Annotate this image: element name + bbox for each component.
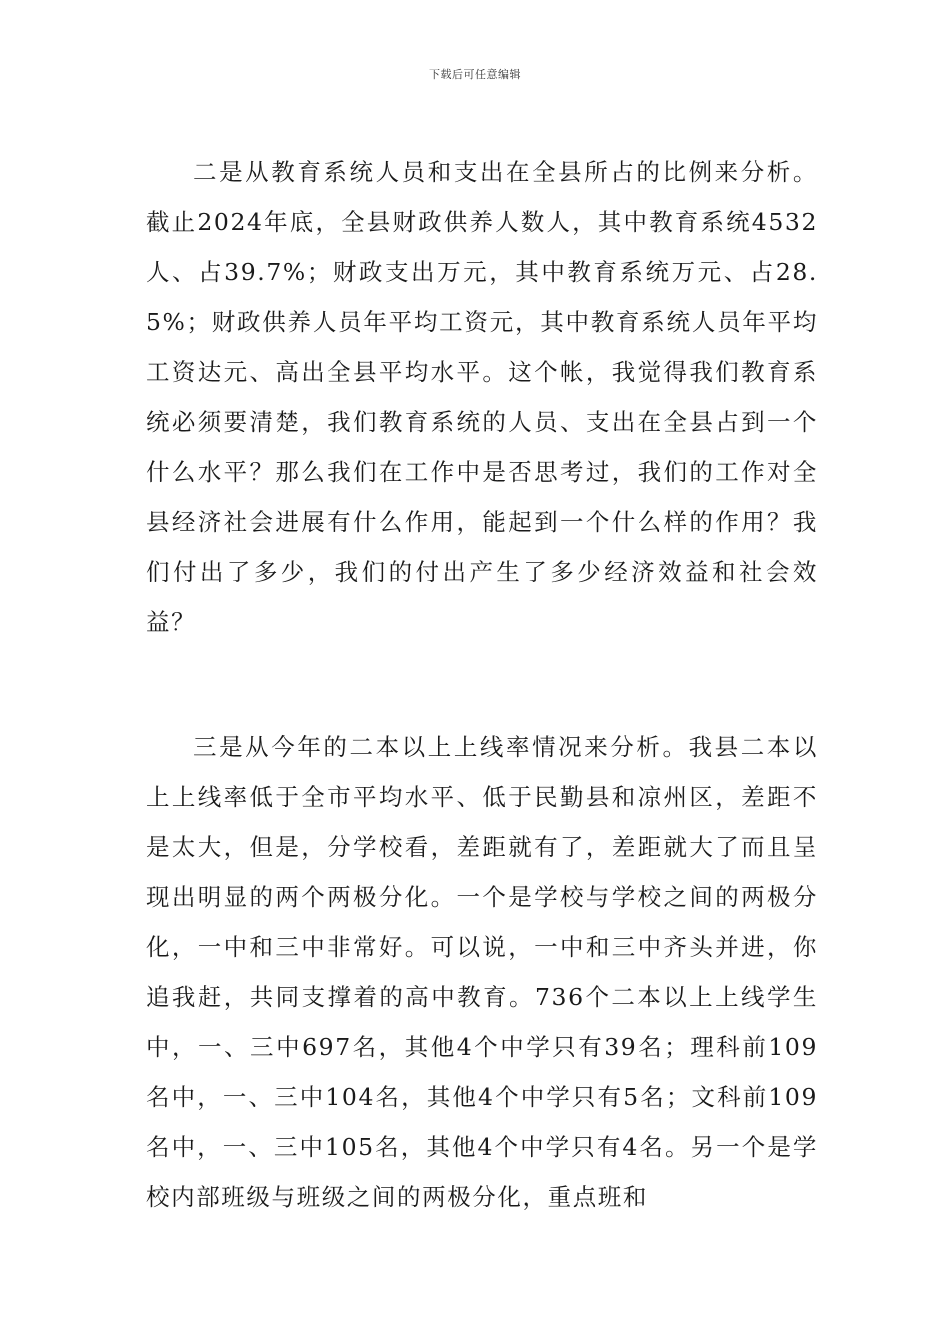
- paragraph-admission-rate: 三是从今年的二本以上上线率情况来分析。我县二本以上上线率低于全市平均水平、低于民勤县和凉州区，差距不是太大，但是，分学校看，差距就有了，差距就大了而且呈现出明显的两个两极分化。一个是学校与学校之间的两极分化，一中和三中非常好。可以说，一中和三中齐头并进，你追我赶，共同支撑着的高中教育。736个二本以上上线学生中，一、三中697名，其他4个中学只有39名；理科前109名中，一、三中104名，其他4个中学只有5名；文科前109名中，一、三中105名，其他4个中学只有4名。另一个是学校内部班级与班级之间的两极分化，重点班和: [146, 733, 818, 1211]
- paragraph-education-share: 二是从教育系统人员和支出在全县所占的比例来分析。截止2024年底，全县财政供养人数人，其中教育系统4532人、占39.7%；财政支出万元，其中教育系统万元、占28.5%；财政供养人员年平均工资元，其中教育系统人员年平均工资达元、高出全县平均水平。这个帐，我觉得我们教育系统必须要清楚，我们教育系统的人员、支出在全县占到一个什么水平？那么我们在工作中是否思考过，我们的工作对全县经济社会进展有什么作用，能起到一个什么样的作用？我们付出了多少，我们的付出产生了多少经济效益和社会效益？: [146, 158, 818, 636]
- page-header-note: 下载后可任意编辑: [429, 68, 521, 81]
